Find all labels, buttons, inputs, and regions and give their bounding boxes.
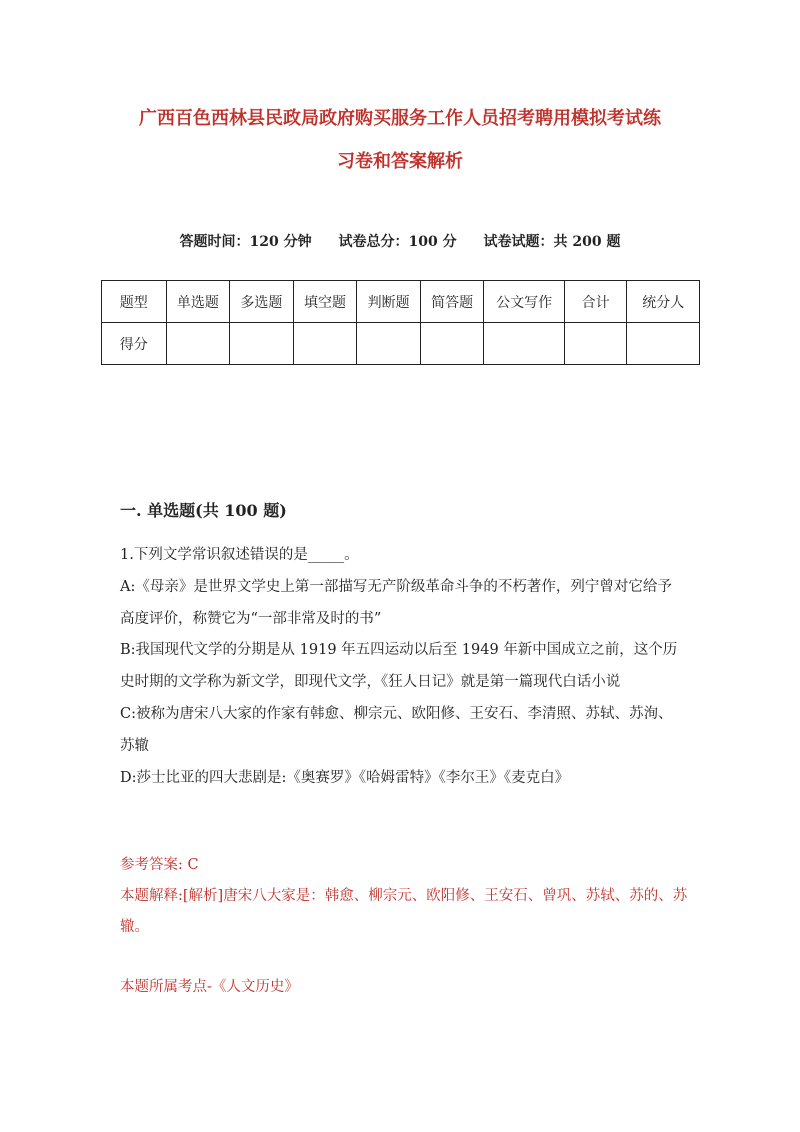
- score-cell[interactable]: [230, 323, 294, 365]
- score-header-cell: 合计: [564, 281, 627, 323]
- exam-question-count: 试卷试题：共 200 题: [483, 234, 621, 250]
- score-cell[interactable]: [293, 323, 357, 365]
- score-cell[interactable]: [564, 323, 627, 365]
- question-block: [120, 540, 680, 794]
- exam-time: 答题时间：120 分钟: [179, 234, 312, 250]
- question-stem: 1.下列文学常识叙述错误的是_____。: [120, 547, 359, 563]
- score-header-cell: 统分人: [627, 281, 700, 323]
- score-header-cell: 多选题: [230, 281, 294, 323]
- answer-block: [120, 850, 690, 943]
- score-header-cell: 单选题: [166, 281, 230, 323]
- section-heading: 一. 单选题(共 100 题): [120, 501, 287, 520]
- exam-total-score: 试卷总分：100 分: [338, 234, 457, 250]
- score-table-score-row: [102, 323, 700, 365]
- exam-meta: [0, 231, 800, 251]
- score-cell[interactable]: [166, 323, 230, 365]
- score-header-cell: 题型: [102, 281, 167, 323]
- score-header-cell: 判断题: [357, 281, 421, 323]
- score-table: [101, 280, 700, 365]
- score-header-cell: 公文写作: [484, 281, 564, 323]
- knowledge-point: 本题所属考点-《人文历史》: [120, 979, 299, 995]
- reference-answer: 参考答案: C: [120, 857, 199, 873]
- score-cell[interactable]: [420, 323, 484, 365]
- score-row-label: 得分: [102, 323, 167, 365]
- score-header-cell: 简答题: [420, 281, 484, 323]
- score-cell[interactable]: [627, 323, 700, 365]
- score-header-cell: 填空题: [293, 281, 357, 323]
- score-cell[interactable]: [484, 323, 564, 365]
- answer-explanation: 本题解释:[解析]唐宋八大家是：韩愈、柳宗元、欧阳修、王安石、曾巩、苏轼、苏的、苏辙。: [120, 888, 688, 935]
- option-c: C:被称为唐宋八大家的作家有韩愈、柳宗元、欧阳修、王安石、李清照、苏轼、苏洵、苏辙: [120, 705, 673, 754]
- page-title-line-1: 广西百色西林县民政局政府购买服务工作人员招考聘用模拟考试练: [139, 108, 661, 129]
- option-b: B:我国现代文学的分期是从 1919 年五四运动以后至 1949 年新中国成立之前，这个历史时期的文学称为新文学，即现代文学，《狂人日记》就是第一篇现代白话小说: [120, 642, 678, 691]
- option-a: A:《母亲》是世界文学史上第一部描写无产阶级革命斗争的不朽著作，列宁曾对它给予高度评价，称赞它为“一部非常及时的书”: [120, 578, 672, 627]
- score-cell[interactable]: [357, 323, 421, 365]
- score-table-header-row: [102, 281, 700, 323]
- option-d: D:莎士比亚的四大悲剧是:《奥赛罗》《哈姆雷特》《李尔王》《麦克白》: [120, 769, 570, 786]
- page-title-line-2: 习卷和答案解析: [337, 151, 463, 172]
